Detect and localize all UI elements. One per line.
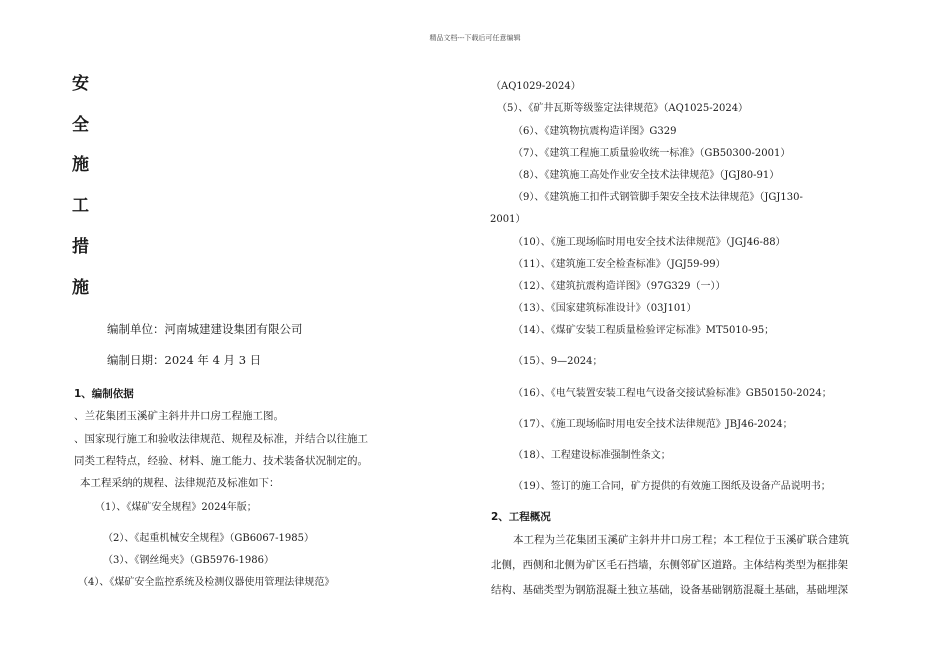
- paragraph: 本工程为兰花集团玉溪矿主斜井井口房工程；本工程位于玉溪矿联合建筑: [513, 534, 849, 546]
- reference-item: （6）、《建筑物抗震构造详图》G329: [513, 126, 677, 137]
- section-title-overview: 2、工程概况: [491, 511, 551, 523]
- compiling-unit: 编制单位：河南城建建设集团有限公司: [107, 322, 303, 336]
- paragraph: 结构、基础类型为钢筋混凝土独立基础，设备基础钢筋混凝土基础，基础埋深: [491, 584, 848, 596]
- title-char: 措: [72, 237, 89, 257]
- title-char: 全: [72, 115, 89, 135]
- reference-item: （15）、9—2024；: [513, 356, 603, 367]
- reference-item: （17）、《施工现场临时用电安全技术法律规范》JBJ46-2024；: [513, 419, 793, 430]
- reference-item: （AQ1029-2024）: [491, 81, 581, 92]
- paragraph: 、兰花集团玉溪矿主斜井井口房工程施工图。: [74, 410, 284, 422]
- paragraph: 同类工程特点，经验、材料、施工能力、技术装备状况制定的。: [74, 455, 368, 467]
- compiling-date: 编制日期：2024 年 4 月 3 日: [107, 353, 262, 367]
- reference-item: （2）、《起重机械安全规程》（GB6067-1985）: [103, 533, 314, 544]
- reference-item: （8）、《建筑施工高处作业安全技术法律规范》（JGJ80-91）: [513, 170, 780, 181]
- reference-item: （16）、《电气装置安装工程电气设备交接试验标准》GB50150-2024；: [513, 388, 832, 399]
- title-char: 工: [72, 196, 89, 216]
- reference-item: （3）、《钢丝绳夹》（GB5976-1986）: [103, 555, 274, 566]
- paragraph: 、国家现行施工和验收法律规范、规程及标准，并结合以往施工: [74, 433, 368, 445]
- reference-item: （12）、《建筑抗震构造详图》（97G329（一））: [513, 281, 726, 292]
- title-char: 施: [72, 278, 89, 298]
- reference-item: （9）、《建筑施工扣件式钢管脚手架安全技术法律规范》（JGJ130-: [513, 192, 803, 203]
- title-char: 施: [72, 155, 89, 175]
- section-title-basis: 1、编制依据: [74, 388, 134, 400]
- paragraph: 本工程采纳的规程、法律规范及标准如下：: [80, 477, 280, 489]
- reference-item: （19）、签订的施工合同，矿方提供的有效施工图纸及设备产品说明书；: [513, 481, 831, 492]
- reference-item: （11）、《建筑施工安全检查标准》（JGJ59-99）: [513, 259, 726, 270]
- reference-item: （14）、《煤矿安装工程质量检验评定标准》MT5010-95；: [513, 325, 775, 336]
- reference-item: （13）、《国家建筑标准设计》（03J101）: [513, 303, 697, 314]
- reference-item: （4）、《煤矿安全监控系统及检测仪器使用管理法律规范》: [78, 577, 335, 588]
- reference-item: （1）、《煤矿安全规程》2024年版；: [95, 502, 257, 513]
- reference-item: 2001）: [490, 214, 526, 225]
- reference-item: （10）、《施工现场临时用电安全技术法律规范》（JGJ46-88）: [513, 237, 786, 248]
- title-char: 安: [72, 74, 89, 94]
- paragraph: 北侧，西侧和北侧为矿区毛石挡墙，东侧邻矿区道路。主体结构类型为框排架: [491, 559, 848, 571]
- reference-item: （18）、工程建设标准强制性条文；: [513, 450, 671, 461]
- reference-item: （7）、《建筑工程施工质量验收统一标准》（GB50300-2001）: [513, 148, 791, 159]
- reference-item: （5）、《矿井瓦斯等级鉴定法律规范》（AQ1025-2024）: [497, 103, 749, 114]
- page-header: 精品文档---下载后可任意编辑: [429, 34, 521, 42]
